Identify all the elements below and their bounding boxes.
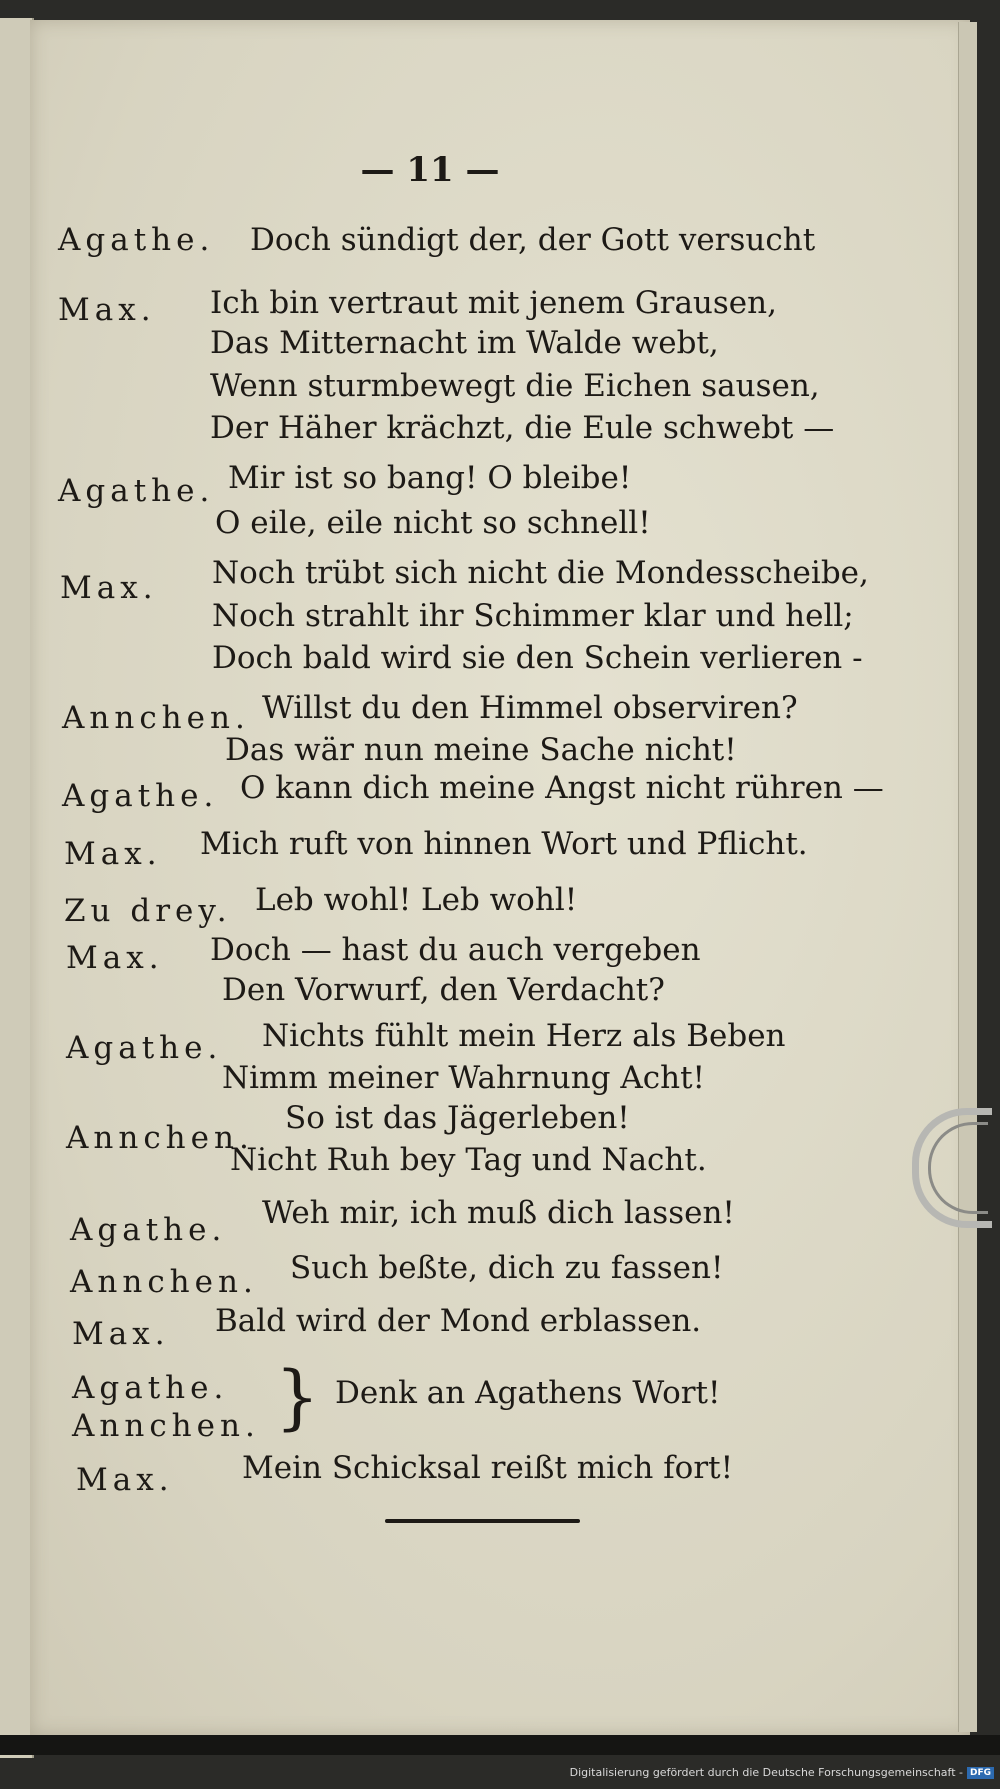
speaker-label: Max.	[64, 836, 162, 872]
speaker-label: Annchen.	[62, 700, 250, 736]
verse-line: Das wär nun meine Sache nicht!	[225, 732, 737, 768]
verse-line: Willst du den Himmel observiren?	[262, 690, 798, 726]
speaker-label: Agathe.	[58, 222, 215, 258]
verse-line: Der Häher krächzt, die Eule schwebt —	[210, 410, 835, 446]
speaker-label: Agathe.	[72, 1370, 229, 1406]
verse-line: Such beßte, dich zu fassen!	[290, 1250, 724, 1286]
verse-line: Doch — hast du auch vergeben	[210, 932, 701, 968]
verse-line: O kann dich meine Angst nicht rühren —	[240, 770, 884, 806]
speaker-label: Zu drey.	[64, 893, 232, 929]
speaker-label: Max.	[76, 1462, 174, 1498]
verse-line: O eile, eile nicht so schnell!	[215, 505, 651, 541]
speaker-label: Annchen.	[66, 1120, 254, 1156]
verse-line: Nichts fühlt mein Herz als Beben	[262, 1018, 786, 1054]
footer-text: Digitalisierung gefördert durch die Deutsche Forschungsgemeinschaft -	[569, 1766, 963, 1779]
speaker-label: Agathe.	[66, 1030, 223, 1066]
right-page-edge	[958, 22, 977, 1732]
verse-line: Mein Schicksal reißt mich fort!	[242, 1450, 734, 1486]
verse-line: Doch bald wird sie den Schein verlieren -	[212, 640, 863, 676]
verse-line: So ist das Jägerleben!	[285, 1100, 630, 1136]
speaker-label: Agathe.	[58, 473, 215, 509]
speaker-label: Agathe.	[62, 778, 219, 814]
footer-credit	[570, 1766, 994, 1779]
verse-line: Noch strahlt ihr Schimmer klar und hell;	[212, 598, 854, 634]
bottom-shadow-band	[0, 1735, 1000, 1755]
verse-line: Mich ruft von hinnen Wort und Pflicht.	[200, 826, 808, 862]
verse-line: Nicht Ruh bey Tag und Nacht.	[230, 1142, 707, 1178]
verse-line: Das Mitternacht im Walde webt,	[210, 325, 719, 361]
verse-line: Noch trübt sich nicht die Mondesscheibe,	[212, 555, 869, 591]
left-page-edge	[0, 18, 34, 1758]
verse-line: Doch sündigt der, der Gott versucht	[250, 222, 816, 258]
speaker-label: Max.	[66, 940, 164, 976]
end-rule	[385, 1519, 580, 1523]
verse-line: Den Vorwurf, den Verdacht?	[222, 972, 665, 1008]
verse-line: Nimm meiner Wahrnung Acht!	[222, 1060, 705, 1096]
verse-line: Bald wird der Mond erblassen.	[215, 1303, 702, 1339]
speaker-label: Max.	[58, 292, 156, 328]
speaker-label: Annchen.	[70, 1264, 258, 1300]
verse-line: Denk an Agathens Wort!	[335, 1375, 721, 1411]
speaker-label: Max.	[72, 1316, 170, 1352]
verse-line: Leb wohl! Leb wohl!	[255, 882, 578, 918]
verse-line: Weh mir, ich muß dich lassen!	[262, 1195, 735, 1231]
verse-line: Wenn sturmbewegt die Eichen sausen,	[210, 368, 820, 404]
brace-symbol: }	[275, 1356, 320, 1438]
verse-line: Mir ist so bang! O bleibe!	[228, 460, 632, 496]
speaker-label: Max.	[60, 570, 158, 606]
page-number: — 11 —	[360, 150, 500, 190]
verse-line: Ich bin vertraut mit jenem Grausen,	[210, 285, 777, 321]
dfg-logo-icon: DFG	[967, 1767, 994, 1779]
speaker-label: Agathe.	[70, 1212, 227, 1248]
speaker-label: Annchen.	[72, 1408, 260, 1444]
